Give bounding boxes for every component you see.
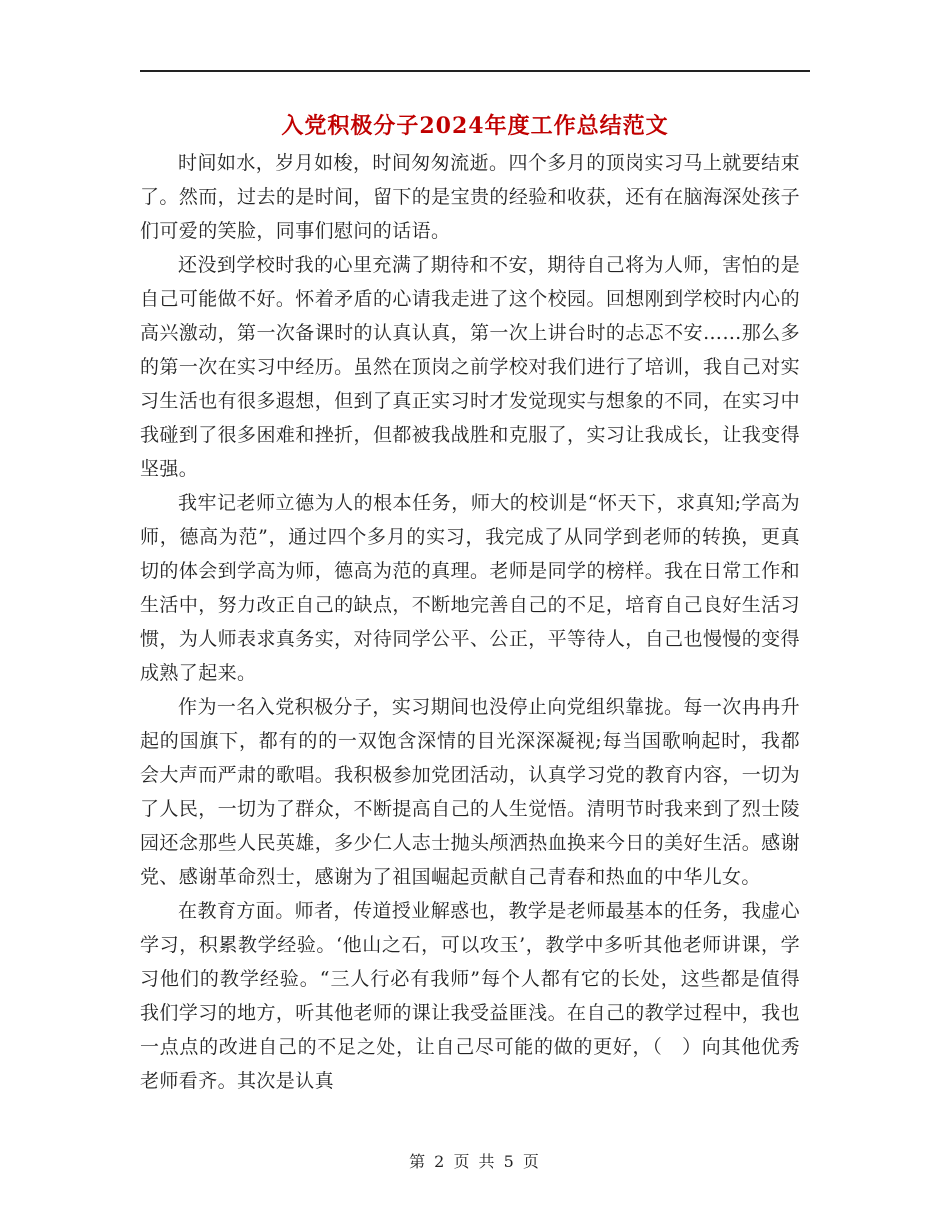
paragraph-4: 作为一名入党积极分子，实习期间也没停止向党组织靠拢。每一次冉冉升起的国旗下，都有的的一双饱含深情的目光深深凝视;每当国歌响起时，我都会大声而严肃的歌唱。我积极参加党团活动，认真学习党的教育内容，一切为了人民，一切为了群众，不断提高自己的人生觉悟。清明节时我来到了烈士陵园还念那些人民英雄，多少仁人志士抛头颅洒热血换来今日的美好生活。感谢党、感谢革命烈士，感谢为了祖国崛起贡献自己青春和热血的中华儿女。	[140, 696, 800, 888]
document-title: 入党积极分子2024年度工作总结范文	[281, 113, 669, 139]
paragraph-5: 在教育方面。师者，传道授业解惑也，教学是老师最基本的任务，我虚心学习，积累教学经验。‘他山之石，可以攻玉’，教学中多听其他老师讲课，学习他们的教学经验。“三人行必有我师”每个人都有它的长处，这些都是值得我们学习的地方，听其他老师的课让我受益匪浅。在自己的教学过程中，我也一点点的改进自己的不足之处，让自己尽可能的做的更好，（ ）向其他优秀老师看齐。其次是认真	[140, 900, 800, 1092]
paragraph-1: 时间如水，岁月如梭，时间匆匆流逝。四个多月的顶岗实习马上就要结束了。然而，过去的是时间，留下的是宝贵的经验和收获，还有在脑海深处孩子们可爱的笑脸，同事们慰问的话语。	[140, 152, 800, 242]
paragraph-2: 还没到学校时我的心里充满了期待和不安，期待自己将为人师，害怕的是自己可能做不好。怀着矛盾的心请我走进了这个校园。回想刚到学校时内心的高兴激动，第一次备课时的认真认真，第一次上讲台时的忐忑不安……那么多的第一次在实习中经历。虽然在顶岗之前学校对我们进行了培训，我自己对实习生活也有很多遐想，但到了真正实习时才发觉现实与想象的不同，在实习中我碰到了很多困难和挫折，但都被我战胜和克服了，实习让我成长，让我变得坚强。	[140, 254, 800, 480]
header-rule	[140, 70, 810, 72]
document-body	[140, 146, 800, 1098]
page-number-footer: 第 2 页 共 5 页	[409, 1152, 541, 1171]
paragraph-3: 我牢记老师立德为人的根本任务，师大的校训是“怀天下，求真知;学高为师，德高为范”，通过四个多月的实习，我完成了从同学到老师的转换，更真切的体会到学高为师，德高为范的真理。老师是同学的榜样。我在日常工作和生活中，努力改正自己的缺点，不断地完善自己的不足，培育自己良好生活习惯，为人师表求真务实，对待同学公平、公正，平等待人，自己也慢慢的变得成熟了起来。	[140, 492, 800, 684]
